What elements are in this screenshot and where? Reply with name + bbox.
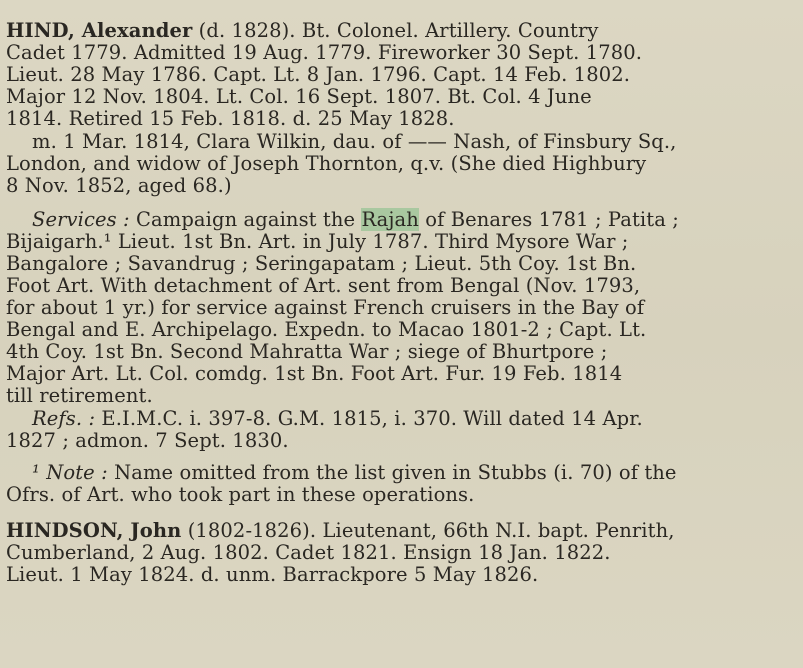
entry-hind-line-1 [6, 20, 599, 42]
services-line-1 [32, 209, 679, 231]
refs-line-2: 1827 ; admon. 7 Sept. 1830. [6, 429, 289, 452]
services-line-9: till retirement. [6, 384, 153, 407]
services-line-4: Foot Art. With detachment of Art. sent from Bengal (Nov. 1793, [6, 274, 641, 297]
search-highlight: Rajah [361, 208, 419, 231]
services-line-6: Bengal and E. Archipelago. Expedn. to Macao 1801-2 ; Capt. Lt. [6, 318, 647, 341]
refs-line-1 [32, 408, 643, 430]
note-line-1 [32, 462, 677, 484]
services-text-post: of Benares 1781 ; Patita ; [418, 208, 679, 231]
entry-hind-line-3: Lieut. 28 May 1786. Capt. Lt. 8 Jan. 1796. Capt. 14 Feb. 1802. [6, 63, 631, 86]
services-line-5: for about 1 yr.) for service against French cruisers in the Bay of [6, 296, 645, 319]
entry-text: (1802-1826). Lieutenant, 66th N.I. bapt. Penrith, [181, 519, 675, 542]
entry-name: HIND, Alexander [6, 19, 193, 42]
services-line-7: 4th Coy. 1st Bn. Second Mahratta War ; siege of Bhurtpore ; [6, 340, 608, 363]
services-line-3: Bangalore ; Savandrug ; Seringapatam ; Lieut. 5th Coy. 1st Bn. [6, 252, 637, 275]
services-text-pre: Campaign against the [129, 208, 362, 231]
refs-label: Refs. : [32, 407, 96, 430]
entry-hindson-line-2: Cumberland, 2 Aug. 1802. Cadet 1821. Ensign 18 Jan. 1822. [6, 541, 611, 564]
entry-hind-line-4: Major 12 Nov. 1804. Lt. Col. 16 Sept. 1807. Bt. Col. 4 June [6, 85, 592, 108]
note-text: Name omitted from the list given in Stubbs (i. 70) of the [107, 461, 677, 484]
services-line-8: Major Art. Lt. Col. comdg. 1st Bn. Foot Art. Fur. 19 Feb. 1814 [6, 362, 623, 385]
refs-text: E.I.M.C. i. 397-8. G.M. 1815, i. 370. Will dated 14 Apr. [95, 407, 643, 430]
entry-hind-line-2: Cadet 1779. Admitted 19 Aug. 1779. Fireworker 30 Sept. 1780. [6, 41, 643, 64]
note-label: ¹ Note : [32, 461, 108, 484]
entry-hindson-line-3: Lieut. 1 May 1824. d. unm. Barrackpore 5 May 1826. [6, 563, 539, 586]
entry-name: HINDSON, John [6, 519, 182, 542]
marriage-line-3: 8 Nov. 1852, aged 68.) [6, 174, 232, 197]
note-line-2: Ofrs. of Art. who took part in these operations. [6, 483, 475, 506]
entry-hind-line-5: 1814. Retired 15 Feb. 1818. d. 25 May 1828. [6, 107, 455, 130]
marriage-line-2: London, and widow of Joseph Thornton, q.v. (She died Highbury [6, 152, 647, 175]
services-line-2: Bijaigarh.¹ Lieut. 1st Bn. Art. in July 1787. Third Mysore War ; [6, 230, 629, 253]
services-label: Services : [32, 208, 130, 231]
entry-hindson-line-1 [6, 520, 675, 542]
entry-text: (d. 1828). Bt. Colonel. Artillery. Country [192, 19, 599, 42]
marriage-line-1: m. 1 Mar. 1814, Clara Wilkin, dau. of —— Nash, of Finsbury Sq., [32, 130, 677, 153]
